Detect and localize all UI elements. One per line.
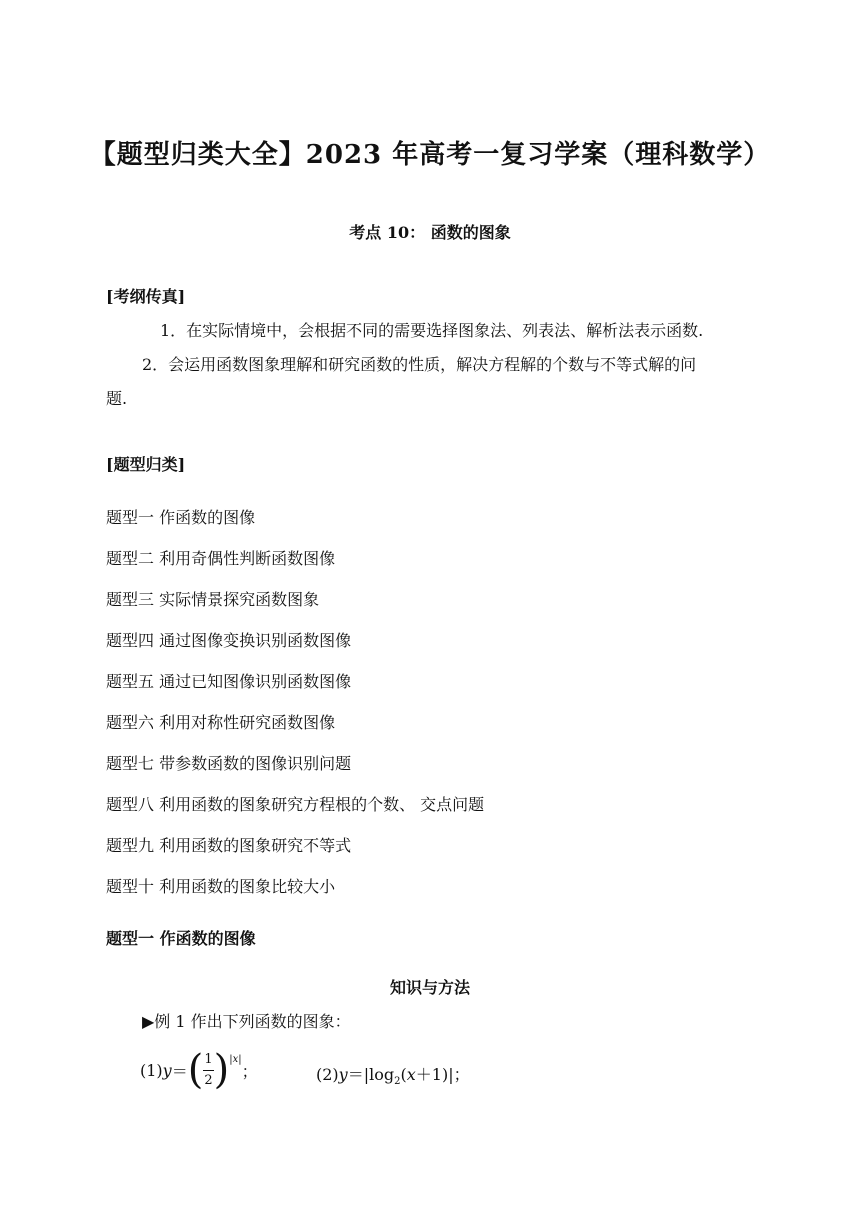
formula-2-var: y [338, 1065, 348, 1084]
formula-2 [316, 1062, 470, 1087]
type-item-3: 题型三 实际情景探究函数图象 [106, 590, 320, 609]
outline-item-2: 2．会运用函数图象理解和研究函数的性质，解决方程解的个数与不等式解的问 [142, 355, 697, 374]
formula-1-prefix: (1) [140, 1060, 163, 1080]
outline-item-2-cont: 题. [106, 389, 128, 408]
formula-2-base: 2 [394, 1076, 401, 1088]
section1-heading: 题型一 作函数的图像 [106, 929, 256, 948]
formula-1-fraction [203, 1050, 213, 1091]
formula-1-den: 2 [204, 1072, 213, 1088]
formula-1-lparen: ( [187, 1047, 204, 1093]
type-item-2: 题型二 利用奇偶性判断函数图像 [106, 549, 336, 568]
formula-2-argvar: x [406, 1065, 416, 1084]
section1-subheading: 知识与方法 [389, 978, 470, 997]
type-item-4: 题型四 通过图像变换识别函数图像 [106, 631, 352, 650]
type-item-5: 题型五 通过已知图像识别函数图像 [106, 672, 352, 691]
formula-1-rparen: ) [213, 1047, 230, 1093]
formula-2-rest: ＋1)|； [415, 1065, 470, 1084]
formula-2-open: ( [400, 1065, 407, 1084]
page-title: 【题型归类大全】2023 年高考一复习学案（理科数学） [89, 140, 771, 170]
page-subtitle: 考点 10： 函数的图象 [349, 223, 511, 242]
formula-1-end: ； [241, 1061, 258, 1081]
outline-item-1: 1．在实际情境中，会根据不同的需要选择图象法、列表法、解析法表示函数. [160, 321, 704, 340]
type-item-7: 题型七 带参数函数的图像识别问题 [106, 754, 352, 773]
formula-1-exponent: |x| [229, 1054, 242, 1065]
types-heading: [题型归类] [106, 455, 186, 474]
type-item-6: 题型六 利用对称性研究函数图像 [106, 713, 336, 732]
type-item-8: 题型八 利用函数的图象研究方程根的个数、 交点问题 [106, 795, 485, 814]
formula-2-eq: ＝|log [347, 1065, 395, 1084]
type-item-10: 题型十 利用函数的图象比较大小 [106, 877, 336, 896]
example-1-label: ▶例 1 作出下列函数的图象： [142, 1012, 351, 1031]
type-item-9: 题型九 利用函数的图象研究不等式 [106, 836, 352, 855]
formula-2-prefix: (2) [316, 1065, 339, 1084]
outline-heading: [考纲传真] [106, 287, 186, 306]
formula-1 [140, 1040, 258, 1100]
formula-1-eq: ＝ [171, 1061, 188, 1081]
type-item-1: 题型一 作函数的图像 [106, 508, 256, 527]
formula-1-var: y [162, 1060, 172, 1080]
formula-1-num: 1 [203, 1050, 213, 1071]
